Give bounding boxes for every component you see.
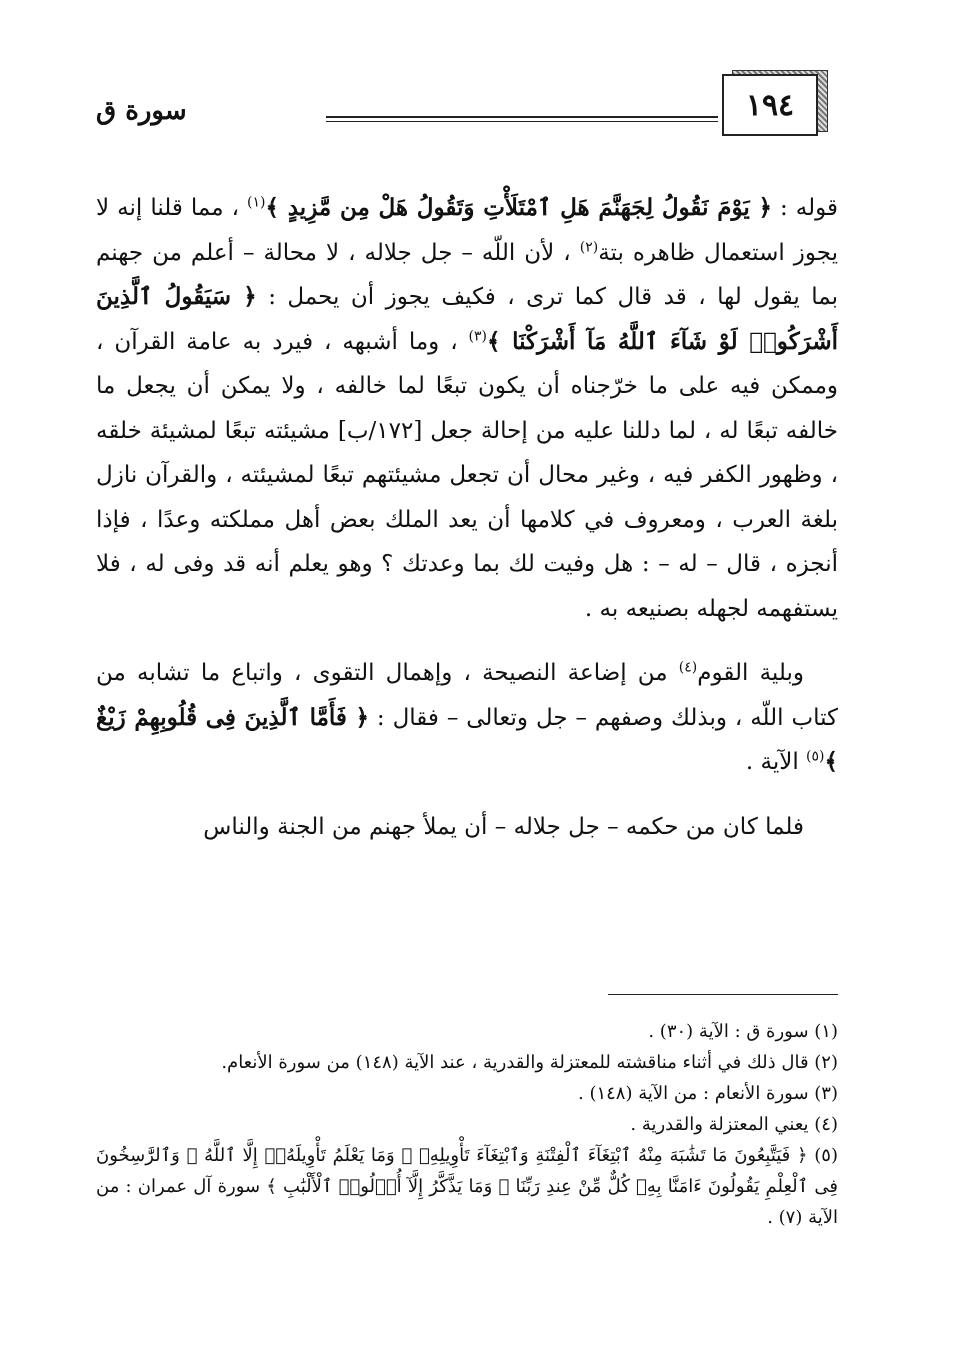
quran-verse-2: ﴿ سَيَقُولُ ٱلَّذِينَ أَشْرَكُوا۟ لَوْ شَآءَ ٱللَّهُ مَآ أَشْرَكْنَا ﴾ xyxy=(96,283,838,355)
quran-verse-3: ﴿ فَأَمَّا ٱلَّذِينَ فِى قُلُوبِهِمْ زَيْغٌ ﴾ xyxy=(96,703,838,775)
footnote-separator xyxy=(608,994,838,995)
p2-text-3: الآية . xyxy=(745,749,807,775)
footnotes xyxy=(96,1016,838,1233)
p1-intro: قوله : xyxy=(771,195,838,221)
footnote-ref-2: (٢) xyxy=(579,238,599,255)
p1-text-1: ، مما قلنا إنه لا يجوز استعمال ظاهره بتة xyxy=(96,195,839,266)
paragraph-1 xyxy=(96,186,838,631)
paragraph-2 xyxy=(96,651,838,785)
p3-text: فلما كان من حكمه – جل جلاله – أن يملأ جهنم من الجنة والناس xyxy=(203,813,804,840)
surah-name-header: سورة ق xyxy=(96,96,187,126)
footnote-2: (٢) قال ذلك في أثناء مناقشته للمعتزلة والقدرية ، عند الآية (١٤٨) من سورة الأنعام. xyxy=(221,1052,838,1073)
footnote-1: (١) سورة ق : الآية (٣٠) . xyxy=(648,1021,838,1042)
footnote-ref-4: (٤) xyxy=(678,659,698,676)
page-number: ١٩٤ xyxy=(745,87,795,123)
footnote-ref-5: (٥) xyxy=(806,748,825,765)
header-rule-thin xyxy=(326,121,718,122)
header-rule xyxy=(326,116,718,118)
page-number-box xyxy=(722,74,818,136)
quran-verse-1: ﴿ يَوْمَ نَقُولُ لِجَهَنَّمَ هَلِ ٱمْتَلَأْتِ وَتَقُولُ هَلْ مِن مَّزِيدٍ ﴾ xyxy=(265,194,772,221)
footnote-ref-1: (١) xyxy=(247,194,266,211)
p2-text-1: وبلية القوم xyxy=(697,660,804,686)
p1-text-2: ، لأن اللّه – جل جلاله ، لا محالة – أعلم من جهنم بما يقول لها ، قد قال كما ترى ، فكيف يجوز أن يحمل : xyxy=(96,239,838,310)
main-text xyxy=(96,186,838,869)
footnote-3: (٣) سورة الأنعام : من الآية (١٤٨) . xyxy=(578,1083,838,1104)
footnote-4: (٤) يعني المعتزلة والقدرية . xyxy=(630,1114,838,1135)
p2-text-2: من إضاعة النصيحة ، وإهمال التقوى ، واتباع ما تشابه من كتاب اللّه ، وبذلك وصفهم – جل وتعالى – فقال : xyxy=(96,660,838,731)
footnote-5: (٥) ﴿ فَيَتَّبِعُونَ مَا تَشَٰبَهَ مِنْهُ ٱبْتِغَآءَ ٱلْفِتْنَةِ وَٱبْتِغَآءَ تَأْوِيلِهِۦ ۗ وَمَا يَعْلَمُ تَأْوِيلَهُۥٓ إِلَّا ٱللَّهُ ۗ وَٱلرَّٰسِخُونَ فِى ٱلْعِلْمِ يَقُولُونَ ءَامَنَّا بِهِۦ كُلٌّ مِّنْ عِندِ رَبِّنَا ۗ وَمَا يَذَّكَّرُ إِلَّآ أُو۟لُوا۟ ٱلْأَلْبَٰبِ ﴾ سورة آل عمران : من الآية (٧) . xyxy=(96,1145,838,1228)
p1-text-3: ، وما أشبهه ، فيرد به عامة القرآن ، وممكن فيه على ما خرّجناه أن يكون تبعًا لما خالفه ، ولا يمكن أن يجعل ما خالفه تبعًا له ، لما دللنا عليه من إحالة جعل [١٧٢/ب] مشيئته تبعًا لمشيئة خلقه ، وظهور الكفر فيه ، وغير محال أن تجعل مشيئتهم تبعًا لمشيئته ، والقرآن نازل بلغة العرب ، ومعروف في كلامها أن يعد الملك بعض أهل مملكته وعدًا ، فإذا أنجزه ، قال – له – : هل وفيت لك بما وعدتك ؟ وهو يعلم أنه قد وفى له ، فلا يستفهمه لجهله بصنيعه به . xyxy=(96,328,838,622)
paragraph-3 xyxy=(96,805,838,850)
footnote-ref-3: (٣) xyxy=(468,327,488,344)
